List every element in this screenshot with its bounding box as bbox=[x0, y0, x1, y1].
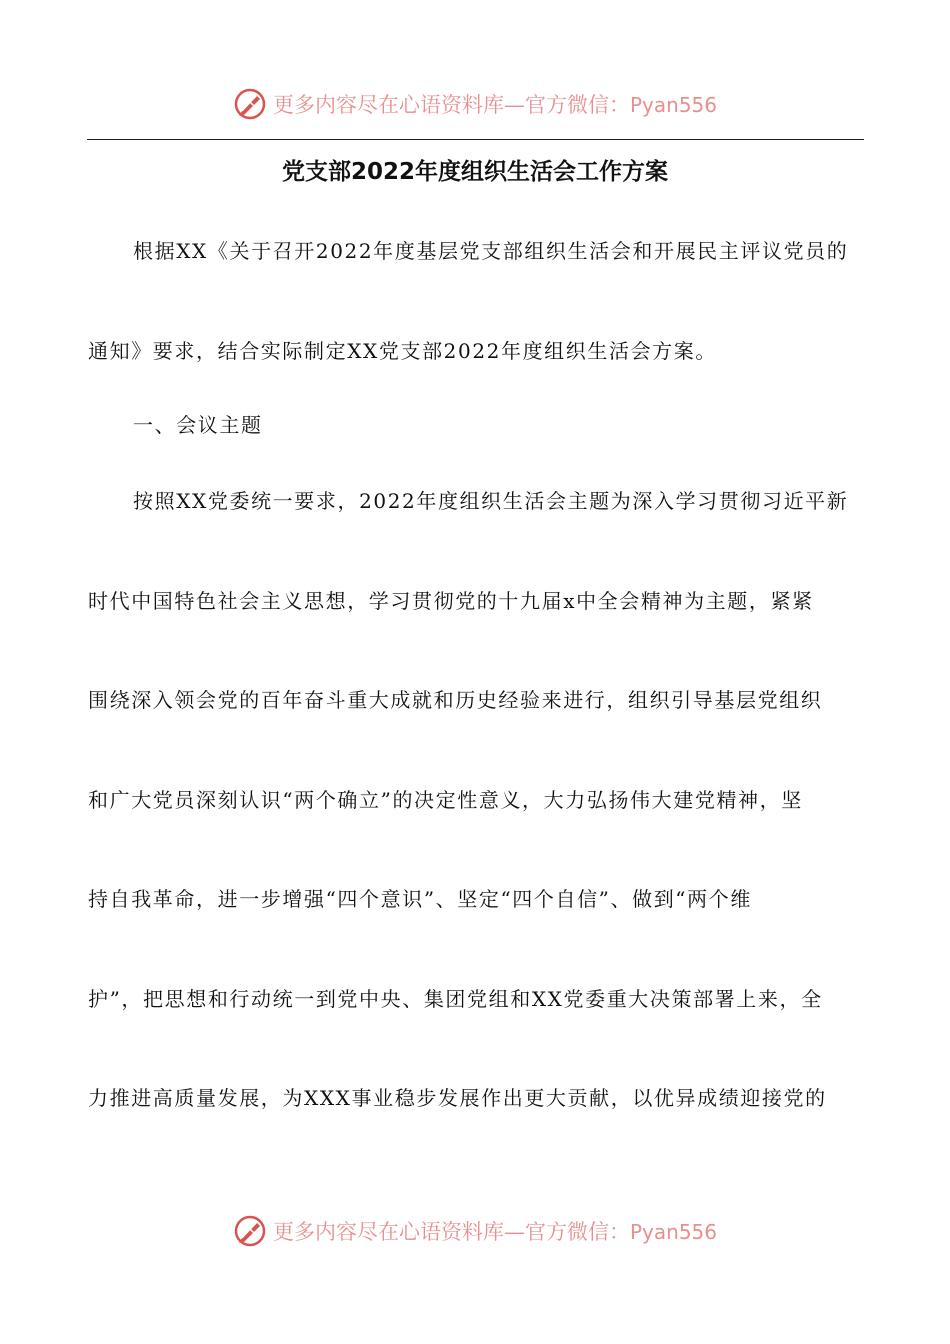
body-line: 和广大党员深刻认识“两个确立”的决定性意义，大力弘扬伟大建党精神，坚 bbox=[88, 788, 803, 812]
watermark-text: 更多内容尽在心语资料库—官方微信：Pyan556 bbox=[272, 93, 717, 117]
body-line: 护”，把思想和行动统一到党中央、集团党组和XX党委重大决策部署上来，全 bbox=[88, 987, 823, 1011]
header-watermark bbox=[0, 82, 950, 126]
body-line: 按照XX党委统一要求，2022年度组织生活会主题为深入学习贯彻习近平新 bbox=[133, 489, 849, 513]
body-line: 力推进高质量发展，为XXX事业稳步发展作出更大贡献，以优异成绩迎接党的 bbox=[88, 1086, 827, 1110]
body-line: 围绕深入领会党的百年奋斗重大成就和历史经验来进行，组织引导基层党组织 bbox=[88, 688, 823, 712]
quill-logo-icon bbox=[233, 1214, 267, 1248]
body-line: 通知》要求，结合实际制定XX党支部2022年度组织生活会方案。 bbox=[88, 339, 717, 363]
document-title: 党支部2022年度组织生活会工作方案 bbox=[281, 159, 668, 185]
body-line: 根据XX《关于召开2022年度基层党支部组织生活会和开展民主评议党员的 bbox=[133, 239, 849, 263]
footer-watermark bbox=[0, 1209, 950, 1253]
quill-logo-icon bbox=[233, 87, 267, 121]
body-line: 持自我革命，进一步增强“四个意识”、坚定“四个自信”、做到“两个维 bbox=[88, 887, 752, 911]
watermark-text: 更多内容尽在心语资料库—官方微信：Pyan556 bbox=[272, 1220, 717, 1244]
body-line: 时代中国特色社会主义思想，学习贯彻党的十九届x中全会精神为主题，紧紧 bbox=[88, 589, 814, 613]
section-heading: 一、会议主题 bbox=[133, 413, 263, 437]
header-divider bbox=[87, 139, 864, 140]
